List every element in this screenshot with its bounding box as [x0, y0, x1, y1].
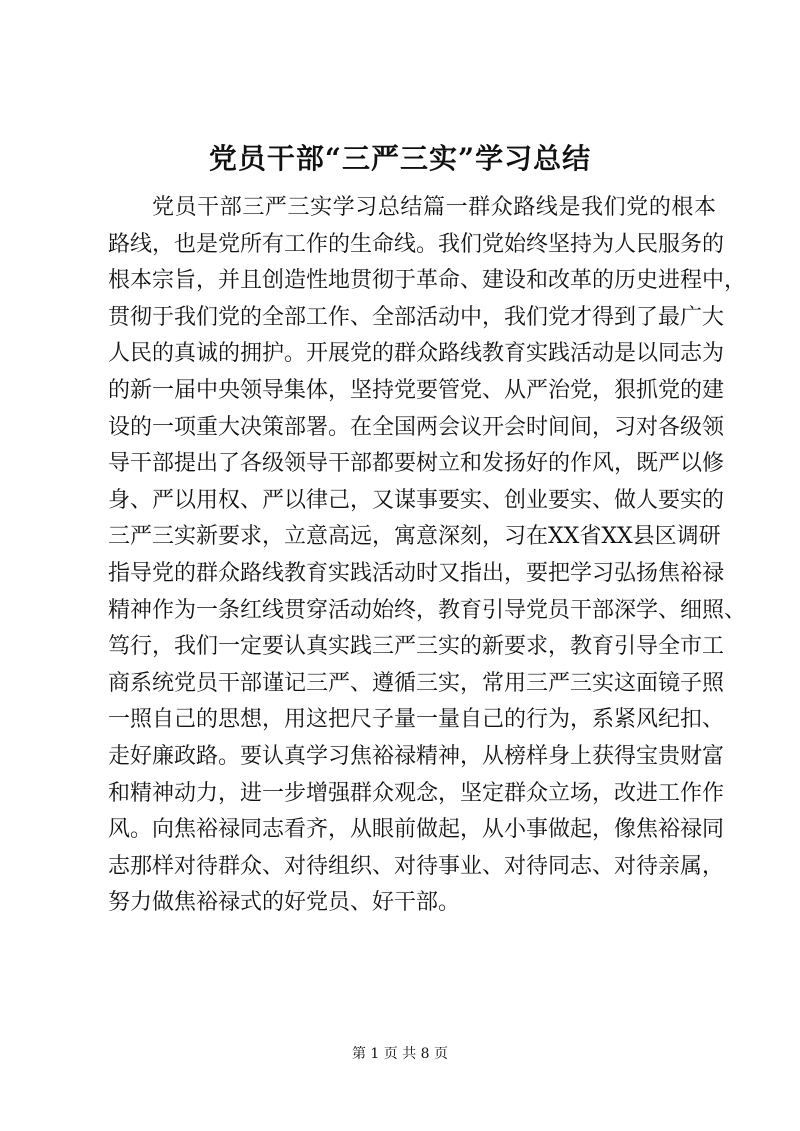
paragraph-line: 一照自己的思想，用这把尺子量一量自己的行为，系紧风纪扣、 [108, 707, 725, 733]
page-footer: 第 1 页 共 8 页 [351, 1046, 449, 1062]
paragraph-line: 走好廉政路。要认真学习焦裕禄精神，从榜样身上获得宝贵财富 [108, 743, 725, 769]
paragraph-line: 设的一项重大决策部署。在全国两会议开会时间间，习对各级领 [108, 414, 725, 440]
paragraph-line: 和精神动力，进一步增强群众观念，坚定群众立场，改进工作作 [108, 780, 725, 806]
paragraph-line: 身、严以用权、严以律己，又谋事要实、创业要实、做人要实的 [108, 487, 725, 513]
paragraph-line: 路线，也是党所有工作的生命线。我们党始终坚持为人民服务的 [108, 231, 725, 257]
paragraph-line: 根本宗旨，并且创造性地贯彻于革命、建设和改革的历史进程中， [108, 268, 747, 294]
paragraph-line: 导干部提出了各级领导干部都要树立和发扬好的作风，既严以修 [108, 451, 725, 477]
paragraph-line: 风。向焦裕禄同志看齐，从眼前做起，从小事做起，像焦裕禄同 [108, 817, 725, 843]
paragraph-line: 志那样对待群众、对待组织、对待事业、对待同志、对待亲属， [108, 853, 725, 879]
paragraph-line: 努力做焦裕禄式的好党员、好干部。 [108, 890, 461, 916]
paragraph-line: 笃行，我们一定要认真实践三严三实的新要求，教育引导全市工 [108, 634, 725, 660]
paragraph-line: 三严三实新要求，立意高远，寓意深刻，习在XX省XX县区调研 [108, 524, 721, 550]
body-paragraph [108, 190, 747, 922]
paragraph-line: 指导党的群众路线教育实践活动时又指出，要把学习弘扬焦裕禄 [108, 560, 725, 586]
paragraph-line: 人民的真诚的拥护。开展党的群众路线教育实践活动是以同志为 [108, 341, 725, 367]
paragraph-line: 贯彻于我们党的全部工作、全部活动中，我们党才得到了最广大 [108, 304, 725, 330]
document-title: 党员干部“三严三实”学习总结 [208, 142, 592, 175]
paragraph-line: 商系统党员干部谨记三严、遵循三实，常用三严三实这面镜子照 [108, 670, 725, 696]
paragraph-line: 的新一届中央领导集体，坚持党要管党、从严治党，狠抓党的建 [108, 377, 725, 403]
paragraph-line: 党员干部三严三实学习总结篇一群众路线是我们党的根本 [152, 195, 716, 220]
paragraph-line: 精神作为一条红线贯穿活动始终，教育引导党员干部深学、细照、 [108, 597, 747, 623]
